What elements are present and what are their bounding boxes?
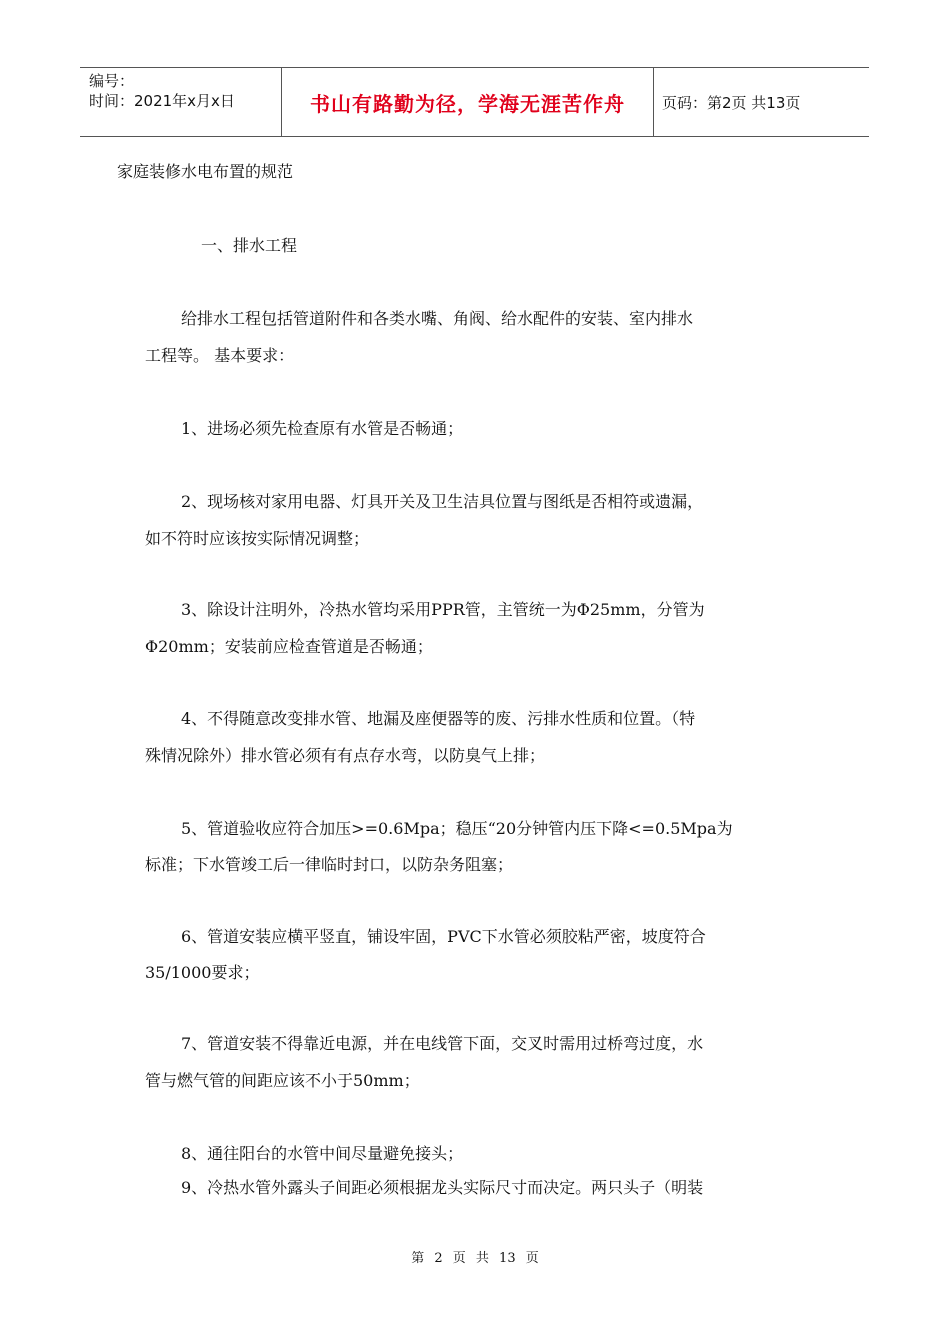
list-item: 9、冷热水管外露头子间距必须根据龙头实际尺寸而决定。两只头子（明装 <box>181 1178 704 1197</box>
list-item: 4、不得随意改变排水管、地漏及座便器等的废、污排水性质和位置。（特 <box>181 709 696 728</box>
list-item: 2、现场核对家用电器、灯具开关及卫生洁具位置与图纸是否相符或遗漏， <box>181 492 704 511</box>
section-heading: 一、排水工程 <box>201 236 298 255</box>
header-motto-cell <box>281 68 654 136</box>
list-item: 8、通往阳台的水管中间尽量避免接头； <box>181 1144 464 1163</box>
page-header <box>80 67 869 137</box>
list-item-cont: 35/1000要求； <box>145 963 260 982</box>
list-item: 3、除设计注明外，冷热水管均采用PPR管，主管统一为Φ25mm，分管为 <box>181 600 705 619</box>
header-meta <box>80 68 281 136</box>
intro-line: 给排水工程包括管道附件和各类水嘴、角阀、给水配件的安装、室内排水 <box>181 309 694 328</box>
list-item-cont: 标准；下水管竣工后一律临时封口，以防杂务阻塞； <box>145 855 514 874</box>
intro-line: 工程等。 基本要求： <box>145 346 295 365</box>
list-item: 1、进场必须先检查原有水管是否畅通； <box>181 419 464 438</box>
doc-title: 家庭装修水电布置的规范 <box>117 162 294 181</box>
page-footer: 第 2 页 共 13 页 <box>411 1251 539 1266</box>
motto-text: 书山有路勤为径，学海无涯苦作舟 <box>310 91 625 116</box>
list-item: 7、管道安装不得靠近电源，并在电线管下面，交叉时需用过桥弯过度，水 <box>181 1034 704 1053</box>
list-item: 5、管道验收应符合加压>=0.6Mpa；稳压“20分钟管内压下降<=0.5Mpa为 <box>181 819 733 838</box>
time-label: 时间：2021年x月x日 <box>89 92 235 110</box>
list-item-cont: 殊情况除外）排水管必须有有点存水弯，以防臭气上排； <box>145 746 546 765</box>
number-label: 编号： <box>89 72 135 90</box>
page-info: 页码：第2页 共13页 <box>662 93 801 112</box>
list-item: 6、管道安装应横平竖直，铺设牢固，PVC下水管必须胶粘严密，坡度符合 <box>181 927 706 946</box>
header-page-cell <box>654 68 869 136</box>
list-item-cont: Φ20mm；安装前应检查管道是否畅通； <box>145 637 433 656</box>
list-item-cont: 管与燃气管的间距应该不小于50mm； <box>145 1071 420 1090</box>
list-item-cont: 如不符时应该按实际情况调整； <box>145 529 370 548</box>
